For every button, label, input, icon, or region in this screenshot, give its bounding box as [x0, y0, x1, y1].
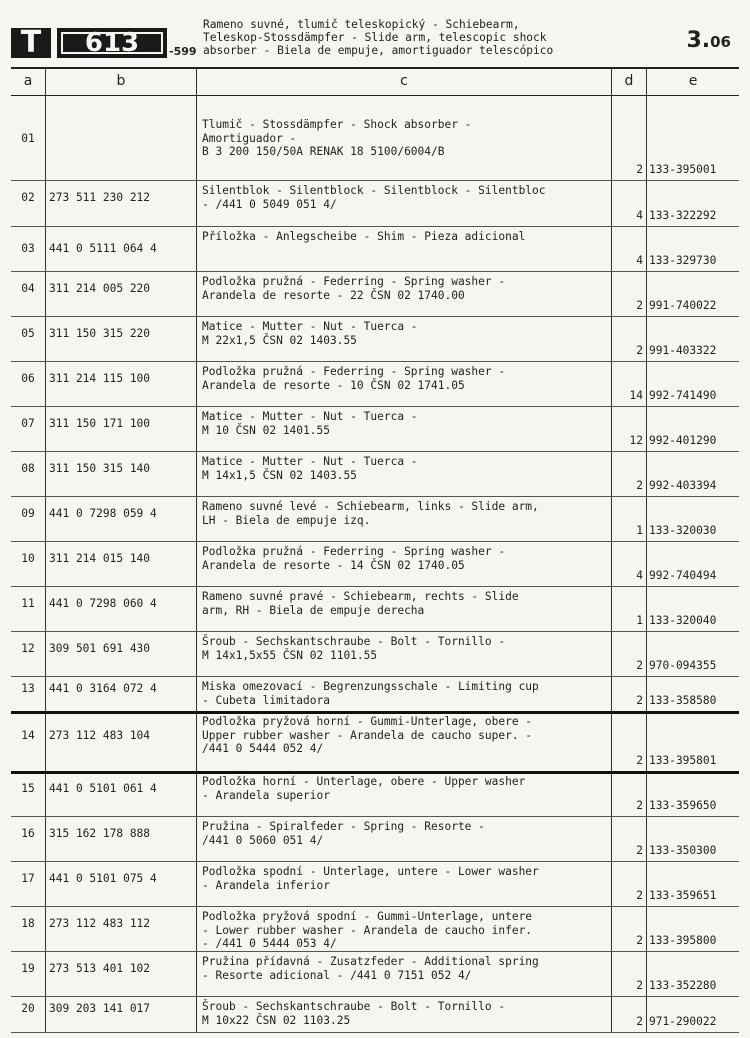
row-number: 05: [21, 326, 35, 340]
quantity: 2: [636, 979, 643, 992]
row-number: 19: [21, 961, 35, 975]
part-number: 441 0 5101 075 4: [49, 871, 157, 885]
table-row: [11, 361, 739, 407]
row-number: 03: [21, 241, 35, 255]
column-header-d: d: [624, 73, 634, 89]
quantity: 4: [636, 254, 643, 267]
part-description: Matice - Mutter - Nut - Tuerca - M 10 ČSN 02 1401.55: [202, 410, 418, 437]
catalog-number: 133-322292: [649, 209, 717, 222]
table-row: [11, 541, 739, 587]
table-row: [11, 816, 739, 862]
part-description: Rameno suvné levé - Schiebearm, links - Slide arm, LH - Biela de empuje izq.: [202, 500, 539, 527]
part-number: 311 214 015 140: [49, 551, 151, 565]
row-number: 10: [21, 551, 35, 565]
catalog-number: 992-403394: [649, 479, 717, 492]
table-row: [11, 996, 739, 1033]
catalog-number: 133-359650: [649, 799, 717, 812]
tatra-logo: [11, 24, 197, 58]
row-number: 15: [21, 781, 35, 795]
table-row: [11, 631, 739, 677]
table-row: [11, 271, 739, 317]
part-description: Matice - Mutter - Nut - Tuerca - M 22x1,5 ČSN 02 1403.55: [202, 320, 418, 347]
table-row: [11, 586, 739, 632]
quantity: 2: [636, 1015, 643, 1028]
quantity: 4: [636, 209, 643, 222]
table-row: [11, 226, 739, 272]
catalog-number: 133-359651: [649, 889, 717, 902]
part-number: 311 150 315 140: [49, 461, 151, 475]
row-number: 09: [21, 506, 35, 520]
row-number: 14: [21, 729, 35, 742]
part-number: 441 0 7298 060 4: [49, 596, 157, 610]
table-row: [11, 861, 739, 907]
part-number: 309 501 691 430: [49, 641, 151, 655]
row-number: 08: [21, 461, 35, 475]
part-description: Miska omezovací - Begrenzungsschale - Limiting cup - Cubeta limitadora: [202, 680, 539, 707]
column-header-c: c: [400, 73, 408, 89]
quantity: 4: [636, 569, 643, 582]
table-row: [11, 316, 739, 362]
page-number: [686, 28, 731, 53]
row-number: 01: [21, 132, 35, 145]
quantity: 1: [636, 524, 643, 537]
part-number: 315 162 178 888: [49, 826, 151, 840]
logo-suffix: -599: [169, 45, 197, 58]
row-number: 04: [21, 281, 35, 295]
catalog-number: 133-395801: [649, 754, 717, 767]
quantity: 14: [629, 389, 643, 402]
row-number: 07: [21, 416, 35, 430]
catalog-number: 133-395800: [649, 934, 717, 947]
quantity: 2: [636, 844, 643, 857]
row-number: 16: [21, 826, 35, 840]
part-number: 441 0 3164 072 4: [49, 681, 157, 695]
part-description: Podložka pružná - Federring - Spring washer - Arandela de resorte - 22 ČSN 02 1740.00: [202, 275, 506, 302]
logo-model: 613: [57, 28, 167, 58]
table-row: [11, 906, 739, 952]
part-description: Rameno suvné pravé - Schiebearm, rechts - Slide arm, RH - Biela de empuje derecha: [202, 590, 519, 617]
table-row: [11, 676, 739, 714]
table-row: [11, 771, 739, 817]
part-number: 273 511 230 212: [49, 191, 151, 204]
part-description: Podložka horní - Unterlage, obere - Upper washer - Arandela superior: [202, 775, 526, 802]
part-description: Šroub - Sechskantschraube - Bolt - Tornillo - M 14x1,5x55 ČSN 02 1101.55: [202, 635, 506, 662]
page-number-main: 3.: [686, 28, 711, 53]
catalog-number: 992-741490: [649, 389, 717, 402]
parts-catalog-page: [11, 10, 739, 1032]
part-description: Tlumič - Stossdämpfer - Shock absorber - Amortiguador - B 3 200 150/50A RENAK 18 5100/6004/B: [202, 118, 472, 158]
catalog-number: 133-358580: [649, 694, 717, 707]
part-description: Podložka pružná - Federring - Spring washer - Arandela de resorte - 10 ČSN 02 1741.05: [202, 365, 506, 392]
part-number: 311 150 171 100: [49, 416, 151, 430]
quantity: 2: [636, 799, 643, 812]
quantity: 1: [636, 614, 643, 627]
quantity: 2: [636, 659, 643, 672]
quantity: 2: [636, 754, 643, 767]
part-number: 273 112 483 112: [49, 916, 151, 930]
catalog-number: 133-395001: [649, 163, 717, 176]
page-number-sub: 06: [710, 33, 731, 51]
catalog-number: 133-352280: [649, 979, 717, 992]
quantity: 2: [636, 479, 643, 492]
quantity: 2: [636, 694, 643, 707]
table-row: [11, 96, 739, 181]
catalog-number: 991-403322: [649, 344, 717, 357]
column-header-b: b: [116, 73, 126, 89]
part-number: 273 112 483 104: [49, 729, 151, 742]
page-header: [11, 10, 739, 69]
part-description: Podložka pružná - Federring - Spring washer - Arandela de resorte - 14 ČSN 02 1740.05: [202, 545, 506, 572]
column-header-row: [11, 69, 739, 96]
part-description: Podložka spodní - Unterlage, untere - Lower washer - Arandela inferior: [202, 865, 539, 892]
table-row: [11, 451, 739, 497]
row-number: 06: [21, 371, 35, 385]
catalog-number: 992-740494: [649, 569, 717, 582]
catalog-number: 133-329730: [649, 254, 717, 267]
part-description: Podložka pryžová horní - Gummi-Unterlage, obere - Upper rubber washer - Arandela de caucho super. - /441 0 5444 052 4/: [202, 715, 533, 755]
table-row: [11, 180, 739, 227]
row-number: 11: [21, 596, 35, 610]
catalog-number: 133-350300: [649, 844, 717, 857]
catalog-number: 991-740022: [649, 299, 717, 312]
row-number: 20: [21, 1002, 35, 1015]
part-description: Silentblok - Silentblock - Silentblock - Silentbloc - /441 0 5049 051 4/: [202, 184, 546, 211]
catalog-number: 970-094355: [649, 659, 717, 672]
part-description: Pružina - Spiralfeder - Spring - Resorte - /441 0 5060 051 4/: [202, 820, 485, 847]
column-header-e: e: [688, 73, 698, 89]
quantity: 2: [636, 163, 643, 176]
column-header-a: a: [23, 73, 33, 89]
part-description: Šroub - Sechskantschraube - Bolt - Tornillo - M 10x22 ČSN 02 1103.25: [202, 1000, 506, 1027]
catalog-number: 971-290022: [649, 1015, 717, 1028]
quantity: 2: [636, 344, 643, 357]
part-description: Podložka pryžová spodní - Gummi-Unterlage, untere - Lower rubber washer - Arandela de caucho infer. - /441 0 5444 053 4/: [202, 910, 533, 950]
part-number: 441 0 7298 059 4: [49, 506, 157, 520]
part-number: 441 0 5111 064 4: [49, 241, 157, 255]
quantity: 2: [636, 934, 643, 947]
row-number: 02: [21, 191, 35, 204]
part-number: 441 0 5101 061 4: [49, 781, 157, 795]
part-description: Příložka - Anlegscheibe - Shim - Pieza adicional: [202, 230, 526, 243]
part-description: Pružina přídavná - Zusatzfeder - Additional spring - Resorte adicional - /441 0 7151 052 4/: [202, 955, 539, 982]
quantity: 12: [629, 434, 643, 447]
part-description: Matice - Mutter - Nut - Tuerca - M 14x1,5 ČSN 02 1403.55: [202, 455, 418, 482]
part-number: 273 513 401 102: [49, 961, 151, 975]
quantity: 2: [636, 889, 643, 902]
table-row: [11, 496, 739, 542]
catalog-number: 133-320040: [649, 614, 717, 627]
part-number: 311 150 315 220: [49, 326, 151, 340]
table-row: [11, 951, 739, 997]
logo-letter: T: [11, 28, 51, 58]
quantity: 2: [636, 299, 643, 312]
row-number: 18: [21, 916, 35, 930]
table-row: [11, 711, 739, 774]
table-row: [11, 406, 739, 452]
catalog-number: 992-401290: [649, 434, 717, 447]
part-number: 311 214 115 100: [49, 371, 151, 385]
row-number: 13: [21, 681, 35, 695]
row-number: 12: [21, 641, 35, 655]
catalog-number: 133-320030: [649, 524, 717, 537]
row-number: 17: [21, 871, 35, 885]
part-number: 311 214 005 220: [49, 281, 151, 295]
part-number: 309 203 141 017: [49, 1002, 151, 1015]
page-title: Rameno suvné, tlumič teleskopický - Schiebearm, Teleskop-Stossdämpfer - Slide arm, telescopic shock absorber - Biela de empuje, amortiguador telescópico: [203, 18, 554, 57]
